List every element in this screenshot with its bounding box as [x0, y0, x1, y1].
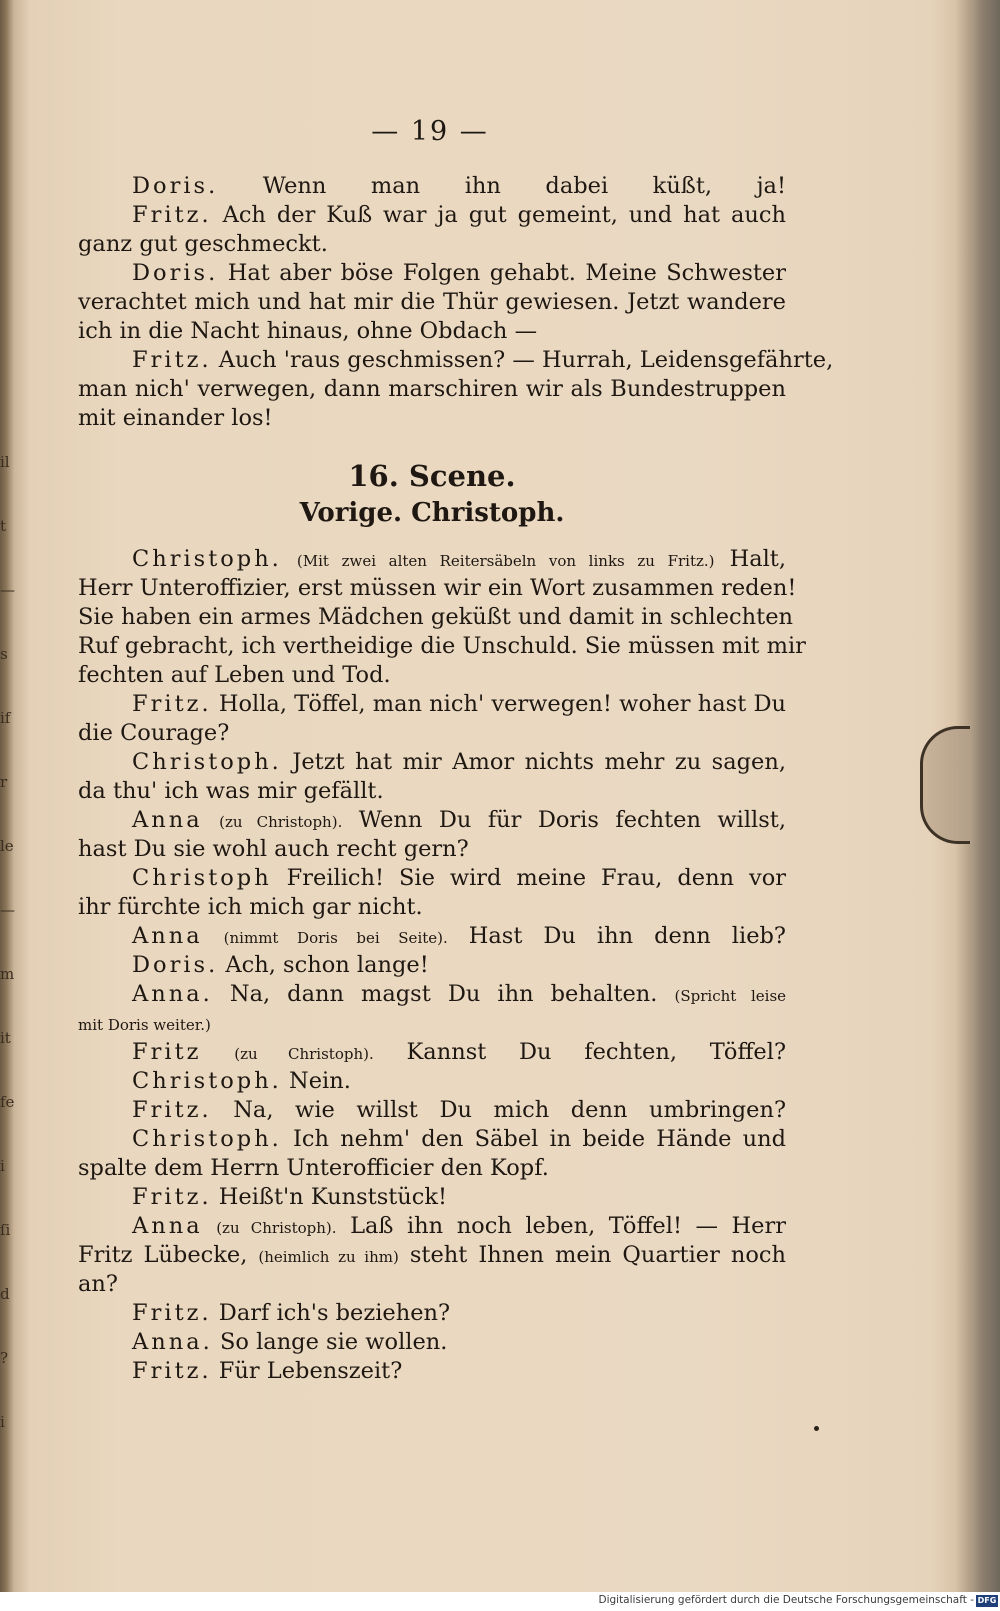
text-line	[78, 1357, 786, 1386]
spine-mark: —	[0, 581, 15, 599]
speaker-name: Fritz.	[132, 1097, 212, 1123]
spine-mark: —	[0, 901, 15, 919]
text-line	[78, 346, 834, 375]
text-line: Sie haben ein armes Mädchen geküßt und damit in schlechten	[78, 604, 794, 630]
dfg-logo-icon: DFG	[977, 1596, 997, 1605]
text-line	[78, 1241, 786, 1270]
speaker-name: Fritz.	[132, 1300, 212, 1326]
dialogue-text: Freilich! Sie wird meine Frau, denn vor	[286, 865, 787, 891]
dialogue-text: Na, wie willst Du mich denn umbringen?	[233, 1097, 787, 1123]
speaker-name: Fritz.	[132, 347, 212, 373]
text-line	[78, 748, 786, 777]
text-line	[78, 1299, 786, 1328]
dialogue-text: Fritz Lübecke,	[78, 1242, 248, 1268]
spine-mark: s	[0, 645, 8, 663]
speaker-name: Christoph.	[132, 1068, 282, 1094]
dialogue-text: Nein.	[289, 1068, 351, 1094]
speaker-name: Fritz.	[132, 1184, 212, 1210]
stage-direction: (heimlich zu ihm)	[258, 1248, 399, 1266]
text-line: Herr Unteroffizier, erst müssen wir ein Wort zusammen reden!	[78, 575, 797, 601]
dialogue-text: Laß ihn noch leben, Töffel! — Herr	[350, 1213, 787, 1239]
speaker-name: Anna	[132, 1213, 203, 1239]
text-line: verachtet mich und hat mir die Thür gewiesen. Jetzt wandere	[78, 289, 786, 315]
spine-mark: t	[0, 517, 7, 535]
text-line: hast Du sie wohl auch recht gern?	[78, 836, 469, 862]
dialogue-text: Hast Du ihn denn lieb?	[468, 923, 786, 949]
text-line: da thu' ich was mir gefällt.	[78, 778, 384, 804]
text-line	[78, 1328, 786, 1357]
text-line	[78, 980, 786, 1009]
spine-mark: d	[0, 1285, 10, 1303]
dialogue-text: Kannst Du fechten, Töffel?	[406, 1039, 787, 1065]
text-line	[78, 1212, 786, 1241]
text-line	[78, 864, 786, 893]
speaker-name: Anna	[132, 807, 203, 833]
stage-direction: (zu Christoph).	[234, 1045, 374, 1063]
text-line	[78, 1067, 786, 1096]
spine-mark: le	[0, 837, 14, 855]
dialogue-text: So lange sie wollen.	[219, 1329, 448, 1355]
text-line	[78, 806, 786, 835]
speaker-name: Christoph.	[132, 1126, 282, 1152]
footer-credit: Digitalisierung gefördert durch die Deutsche Forschungsgemeinschaft -	[598, 1594, 974, 1606]
dialogue-text: Wenn Du für Doris fechten willst,	[358, 807, 786, 833]
text-line	[78, 1038, 786, 1067]
text-line: ich in die Nacht hinaus, ohne Obdach —	[78, 318, 538, 344]
stage-direction: (zu Christoph).	[219, 813, 343, 831]
spine-mark: if	[0, 709, 11, 727]
text-line	[78, 1096, 786, 1125]
dialogue-text: Für Lebenszeit?	[218, 1358, 403, 1384]
stage-direction: mit Doris weiter.)	[78, 1016, 211, 1034]
text-line	[78, 545, 786, 574]
speaker-name: Doris.	[132, 260, 219, 286]
dialogue-text: Auch 'raus geschmissen? — Hurrah, Leidensgefährte,	[218, 347, 834, 373]
scene-cast: Vorige. Christoph.	[299, 498, 565, 528]
speaker-name: Anna.	[132, 981, 213, 1007]
speaker-name: Christoph.	[132, 546, 282, 572]
text-line	[78, 1125, 786, 1154]
speaker-name: Christoph	[132, 865, 272, 891]
dialogue-text: Na, dann magst Du ihn behalten.	[229, 981, 658, 1007]
text-line	[78, 201, 786, 230]
dialogue-text: Ich nehm' den Säbel in beide Hände und	[293, 1126, 787, 1152]
text-line	[78, 922, 786, 951]
spine-mark: it	[0, 1029, 11, 1047]
speaker-name: Fritz.	[132, 691, 212, 717]
text-line: fechten auf Leben und Tod.	[78, 662, 391, 688]
speaker-name: Doris.	[132, 952, 219, 978]
page-number: — 19 —	[371, 116, 489, 147]
digitization-footer	[0, 1592, 1000, 1611]
text-line: man nich' verwegen, dann marschiren wir als Bundestruppen	[78, 376, 786, 402]
dialogue-text: Heißt'n Kunststück!	[218, 1184, 448, 1210]
stage-direction: (nimmt Doris bei Seite).	[223, 929, 448, 947]
stage-direction: (Mit zwei alten Reitersäbeln von links zu Fritz.)	[296, 552, 715, 570]
spine-mark: fe	[0, 1093, 15, 1111]
text-line: an?	[78, 1271, 118, 1297]
text-line: Ruf gebracht, ich vertheidige die Unschuld. Sie müssen mit mir	[78, 633, 806, 659]
dialogue-text: Ach, schon lange!	[225, 952, 429, 978]
text-line	[78, 1183, 786, 1212]
text-line: die Courage?	[78, 720, 230, 746]
speaker-name: Christoph.	[132, 749, 282, 775]
dialogue-text: Jetzt hat mir Amor nichts mehr zu sagen,	[292, 749, 787, 775]
text-line	[78, 690, 786, 719]
text-line: spalte dem Herrn Unterofficier den Kopf.	[78, 1155, 549, 1181]
stage-direction: (zu Christoph).	[216, 1219, 337, 1237]
spine-mark: ?	[0, 1349, 9, 1367]
page-body	[78, 172, 834, 1386]
speaker-name: Fritz.	[132, 202, 212, 228]
speaker-name: Anna.	[132, 1329, 213, 1355]
spine-mark: il	[0, 453, 10, 471]
text-line	[78, 1009, 786, 1038]
dialogue-text: Halt,	[729, 546, 787, 572]
scene-heading: 16. Scene.	[348, 459, 516, 493]
spine-mark: m	[0, 965, 15, 983]
text-line: mit einander los!	[78, 405, 273, 431]
dialogue-text: Holla, Töffel, man nich' verwegen! woher hast Du	[218, 691, 786, 717]
spine-mark: r	[0, 773, 8, 791]
text-line	[78, 259, 786, 288]
text-line	[78, 172, 786, 201]
book-cover-edge	[970, 0, 1000, 1592]
dialogue-text: Ach der Kuß war ja gut gemeint, und hat auch	[222, 202, 787, 228]
dialogue-text: Darf ich's beziehen?	[218, 1300, 451, 1326]
spine-fragment-marks	[0, 430, 16, 1450]
text-line: ganz gut geschmeckt.	[78, 231, 328, 257]
dialogue-text: Hat aber böse Folgen gehabt. Meine Schwester	[227, 260, 787, 286]
speaker-name: Anna	[132, 923, 203, 949]
stage-direction: (Spricht leise	[674, 987, 787, 1005]
text-line	[78, 951, 786, 980]
dialogue-text: Wenn man ihn dabei küßt, ja!	[262, 173, 787, 199]
speaker-name: Doris.	[132, 173, 219, 199]
speaker-name: Fritz.	[132, 1358, 212, 1384]
text-line: ihr fürchte ich mich gar nicht.	[78, 894, 423, 920]
spine-mark: i	[0, 1413, 5, 1431]
spine-mark: ſi	[0, 1221, 11, 1239]
dialogue-text: steht Ihnen mein Quartier noch	[409, 1242, 786, 1268]
speaker-name: Fritz	[132, 1039, 202, 1065]
ink-speck	[814, 1426, 819, 1431]
spine-mark: i	[0, 1157, 5, 1175]
